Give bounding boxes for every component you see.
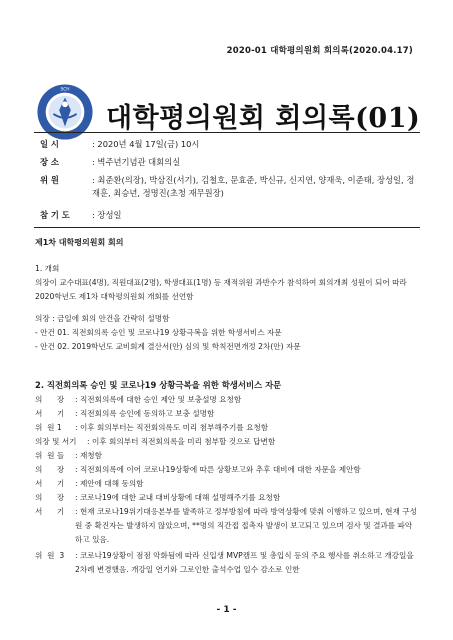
speaker: 위 원 1 xyxy=(35,423,62,432)
meta-value: : 장성일 xyxy=(92,210,122,220)
speaker: 의 장 xyxy=(35,395,65,404)
speaker: 의 장 xyxy=(35,493,65,502)
agenda-item: - 안건 01. 직전회의록 승인 및 코로나19 상황극복을 위한 학생서비스 자문 xyxy=(35,328,282,337)
speaker: 위 원 들 xyxy=(35,451,65,460)
statement: : 현재 코로나19위기대응본부를 발족하고 정부방침에 따라 방역상황에 맞춰 이행하고 있으며, 현재 구성원 중 확진자는 발생하지 않았으며, **명의 직간접 접촉자 발생이 보고되고 있으며 검사 및 결과를 파악하고 있음. xyxy=(75,507,417,545)
meta-key: 일 시 xyxy=(40,139,59,149)
meta-rule xyxy=(34,227,420,228)
speaker: 서 기 xyxy=(35,409,65,418)
opening-text: 의장이 교수대표(4명), 직원대표(2명), 학생대표(1명) 등 재적위원 과반수가 참석하여 회의개최 성원이 되어 따라 2020학년도 제1차 대학평의원회 개회를 선언함 xyxy=(35,278,407,302)
section-heading: 제1차 대학평의원회 회의 xyxy=(35,238,124,247)
statement: : 직전회의록에 이어 코로나19상황에 따른 상황보고와 추후 대비에 대한 자문을 제안함 xyxy=(75,465,361,474)
statement: : 직전회의록 승인에 동의하고 보충 설명함 xyxy=(75,409,215,418)
statement: : 코로나19에 대한 교내 대비상황에 대해 설명해주기를 요청함 xyxy=(75,493,281,502)
minutes-row xyxy=(35,505,423,549)
meta-value: : 벽주년기념관 대회의실 xyxy=(92,157,181,167)
meta-key: 참 기 도 xyxy=(40,210,70,220)
meta-key: 위 원 xyxy=(40,175,59,185)
meta-key: 장 소 xyxy=(40,157,59,167)
minutes-row xyxy=(35,549,423,579)
section2-heading: 2. 직전회의록 승인 및 코로나19 상황극복을 위한 학생서비스 자문 xyxy=(35,380,282,390)
page-title: 대학평의원회 회의록(01) xyxy=(106,103,421,134)
title-rule xyxy=(34,132,420,133)
agenda-intro: 의장 : 금일에 회의 안건을 간략히 설명함 xyxy=(35,314,170,323)
speaker: 의장 및 서기 xyxy=(35,437,77,446)
statement: : 코로나19상황이 점점 악화됨에 따라 신입생 MVP캠프 및 총입식 등의 주요 행사를 취소하고 개강일을 2차례 변경했음. 개강일 연기와 그로인한 출석수업 일수 감소로 인한 xyxy=(75,551,414,575)
speaker: 서 기 xyxy=(35,479,65,488)
svg-text:SCH: SCH xyxy=(60,87,70,93)
statement: : 직전회의록에 대한 승인 제안 및 보충설명 요청함 xyxy=(75,395,242,404)
speaker: 위 원 3 xyxy=(35,551,65,560)
statement: : 재청함 xyxy=(75,451,102,460)
statement: : 제안에 대해 동의함 xyxy=(75,479,144,488)
speaker: 서 기 xyxy=(35,507,65,516)
meta-value: : 2020년 4월 17일(금) 10시 xyxy=(92,139,200,149)
statement: : 이후 회의부터는 직전회의록도 미리 첨부해주기를 요청함 xyxy=(75,423,269,432)
speaker: 의 장 xyxy=(35,465,65,474)
statement: : 이후 회의부터 직전회의록을 미리 첨부할 것으로 답변함 xyxy=(87,437,276,446)
opening-heading: 1. 개회 xyxy=(35,264,60,273)
page-number: - 1 - xyxy=(216,605,237,615)
document-header-label: 2020-01 대학평의원회 회의록(2020.04.17) xyxy=(226,46,413,56)
meta-value: : 최준환(의장), 박삼진(서기), 김철호, 문효준, 박신규, 신지연, 양재욱, 이준태, 장성일, 정재훈, 최승년, 정명진(초청 재무원장) xyxy=(92,175,415,198)
meeting-info xyxy=(0,138,453,220)
agenda-item: - 안건 02. 2019학년도 교비회계 결산서(안) 심의 및 학칙전면개정 2차(안) 자문 xyxy=(35,342,301,351)
